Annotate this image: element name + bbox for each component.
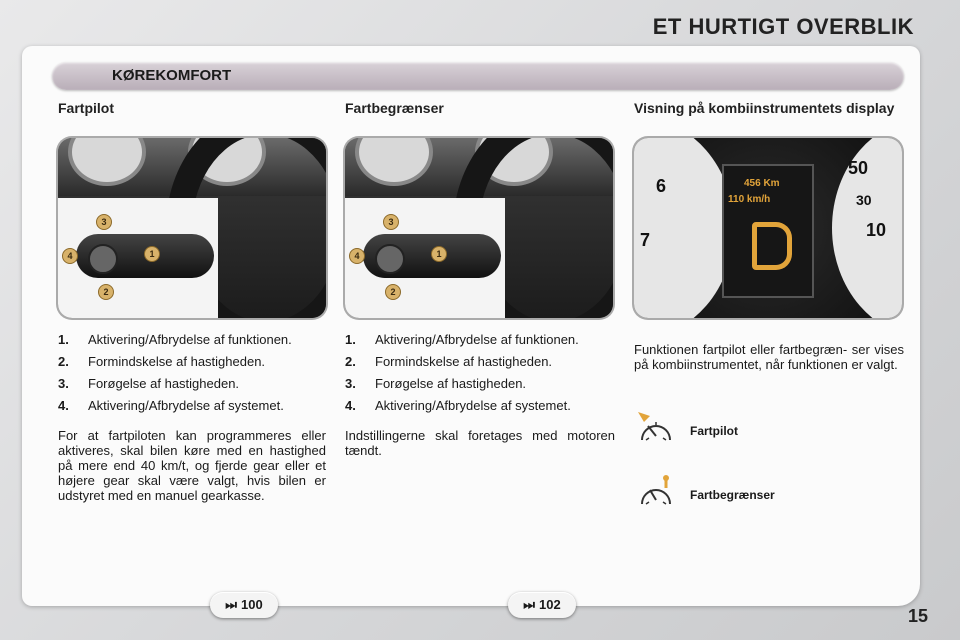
item-text: Aktivering/Afbrydelse af funktionen. [88, 332, 292, 347]
item-number: 3. [58, 376, 69, 391]
cluster-display [722, 164, 814, 298]
item-text: Forøgelse af hastigheden. [88, 376, 240, 391]
gear-indicator [752, 222, 792, 270]
marker-2: 2 [98, 284, 114, 300]
speed-readout: 110 km/h [728, 194, 771, 205]
speed-limiter-icon [636, 474, 676, 514]
cruise-control-icon [636, 410, 676, 450]
list-item [58, 332, 328, 347]
speed-number: 30 [856, 192, 872, 208]
item-text: Forøgelse af hastigheden. [375, 376, 527, 391]
skip-arrow-icon: ⏭ [523, 597, 535, 612]
marker-3: 3 [96, 214, 112, 230]
stalk-photo-fartpilot [58, 138, 326, 318]
item-text: Aktivering/Afbrydelse af funktionen. [375, 332, 579, 347]
ref-page: 100 [241, 597, 263, 612]
item-text: Formindskelse af hastigheden. [375, 354, 553, 369]
page-title: ET HURTIGT OVERBLIK [652, 14, 914, 39]
marker-3: 3 [383, 214, 399, 230]
legend-label-fartbegraenser: Fartbegrænser [690, 488, 775, 502]
list-fartbegraenser [345, 332, 615, 420]
list-item [345, 332, 615, 347]
page-number: 15 [907, 606, 928, 626]
paragraph-fartpilot: For at fartpiloten kan programmeres eller aktiveres, skal bilen køre med en hastighed på mere end 40 km/t, og fjerde gear eller et højere gear skal være valgt, hvis bilen er udstyret med en manuel gearkasse. [58, 428, 326, 503]
stalk-knob [375, 244, 405, 274]
stalk-closeup [345, 198, 505, 318]
marker-4: 4 [349, 248, 365, 264]
page-ref-102[interactable] [508, 592, 576, 618]
paragraph-fartbegraenser: Indstillingerne skal foretages med motoren tændt. [345, 428, 615, 458]
section-title: KØREKOMFORT [112, 67, 232, 84]
list-item [58, 398, 328, 413]
item-number: 1. [58, 332, 69, 347]
skip-arrow-icon: ⏭ [225, 597, 237, 612]
item-number: 2. [58, 354, 69, 369]
list-item [345, 376, 615, 391]
page-card [22, 46, 920, 606]
item-number: 1. [345, 332, 356, 347]
stalk-photo-fartbegraenser [345, 138, 613, 318]
list-item [345, 398, 615, 413]
tach-number: 7 [640, 230, 651, 250]
legend-label-fartpilot: Fartpilot [690, 424, 738, 438]
page-ref-100[interactable] [210, 592, 278, 618]
instrument-cluster-photo [634, 138, 902, 318]
heading-display: Visning på kombiinstrumentets display [634, 100, 895, 116]
item-number: 4. [58, 398, 69, 413]
list-item [58, 354, 328, 369]
heading-fartbegraenser: Fartbegrænser [345, 100, 444, 116]
stalk-knob [88, 244, 118, 274]
list-item [345, 354, 615, 369]
list-fartpilot [58, 332, 328, 420]
stalk-closeup [58, 198, 218, 318]
ref-page: 102 [539, 597, 561, 612]
heading-fartpilot: Fartpilot [58, 100, 114, 116]
tachometer [634, 138, 734, 318]
section-bar [52, 62, 904, 90]
marker-2: 2 [385, 284, 401, 300]
odometer-readout: 456 Km [744, 178, 780, 189]
item-number: 2. [345, 354, 356, 369]
item-text: Aktivering/Afbrydelse af systemet. [88, 398, 284, 413]
item-number: 3. [345, 376, 356, 391]
tach-number: 6 [656, 176, 667, 196]
item-number: 4. [345, 398, 356, 413]
marker-4: 4 [62, 248, 78, 264]
paragraph-display: Funktionen fartpilot eller fartbegræn- ser vises på kombiinstrumentet, når funktionen er valgt. [634, 342, 904, 372]
speed-number: 50 [848, 158, 869, 178]
marker-1: 1 [431, 246, 447, 262]
marker-1: 1 [144, 246, 160, 262]
item-text: Formindskelse af hastigheden. [88, 354, 266, 369]
list-item [58, 376, 328, 391]
item-text: Aktivering/Afbrydelse af systemet. [375, 398, 571, 413]
speed-number: 10 [866, 220, 887, 240]
